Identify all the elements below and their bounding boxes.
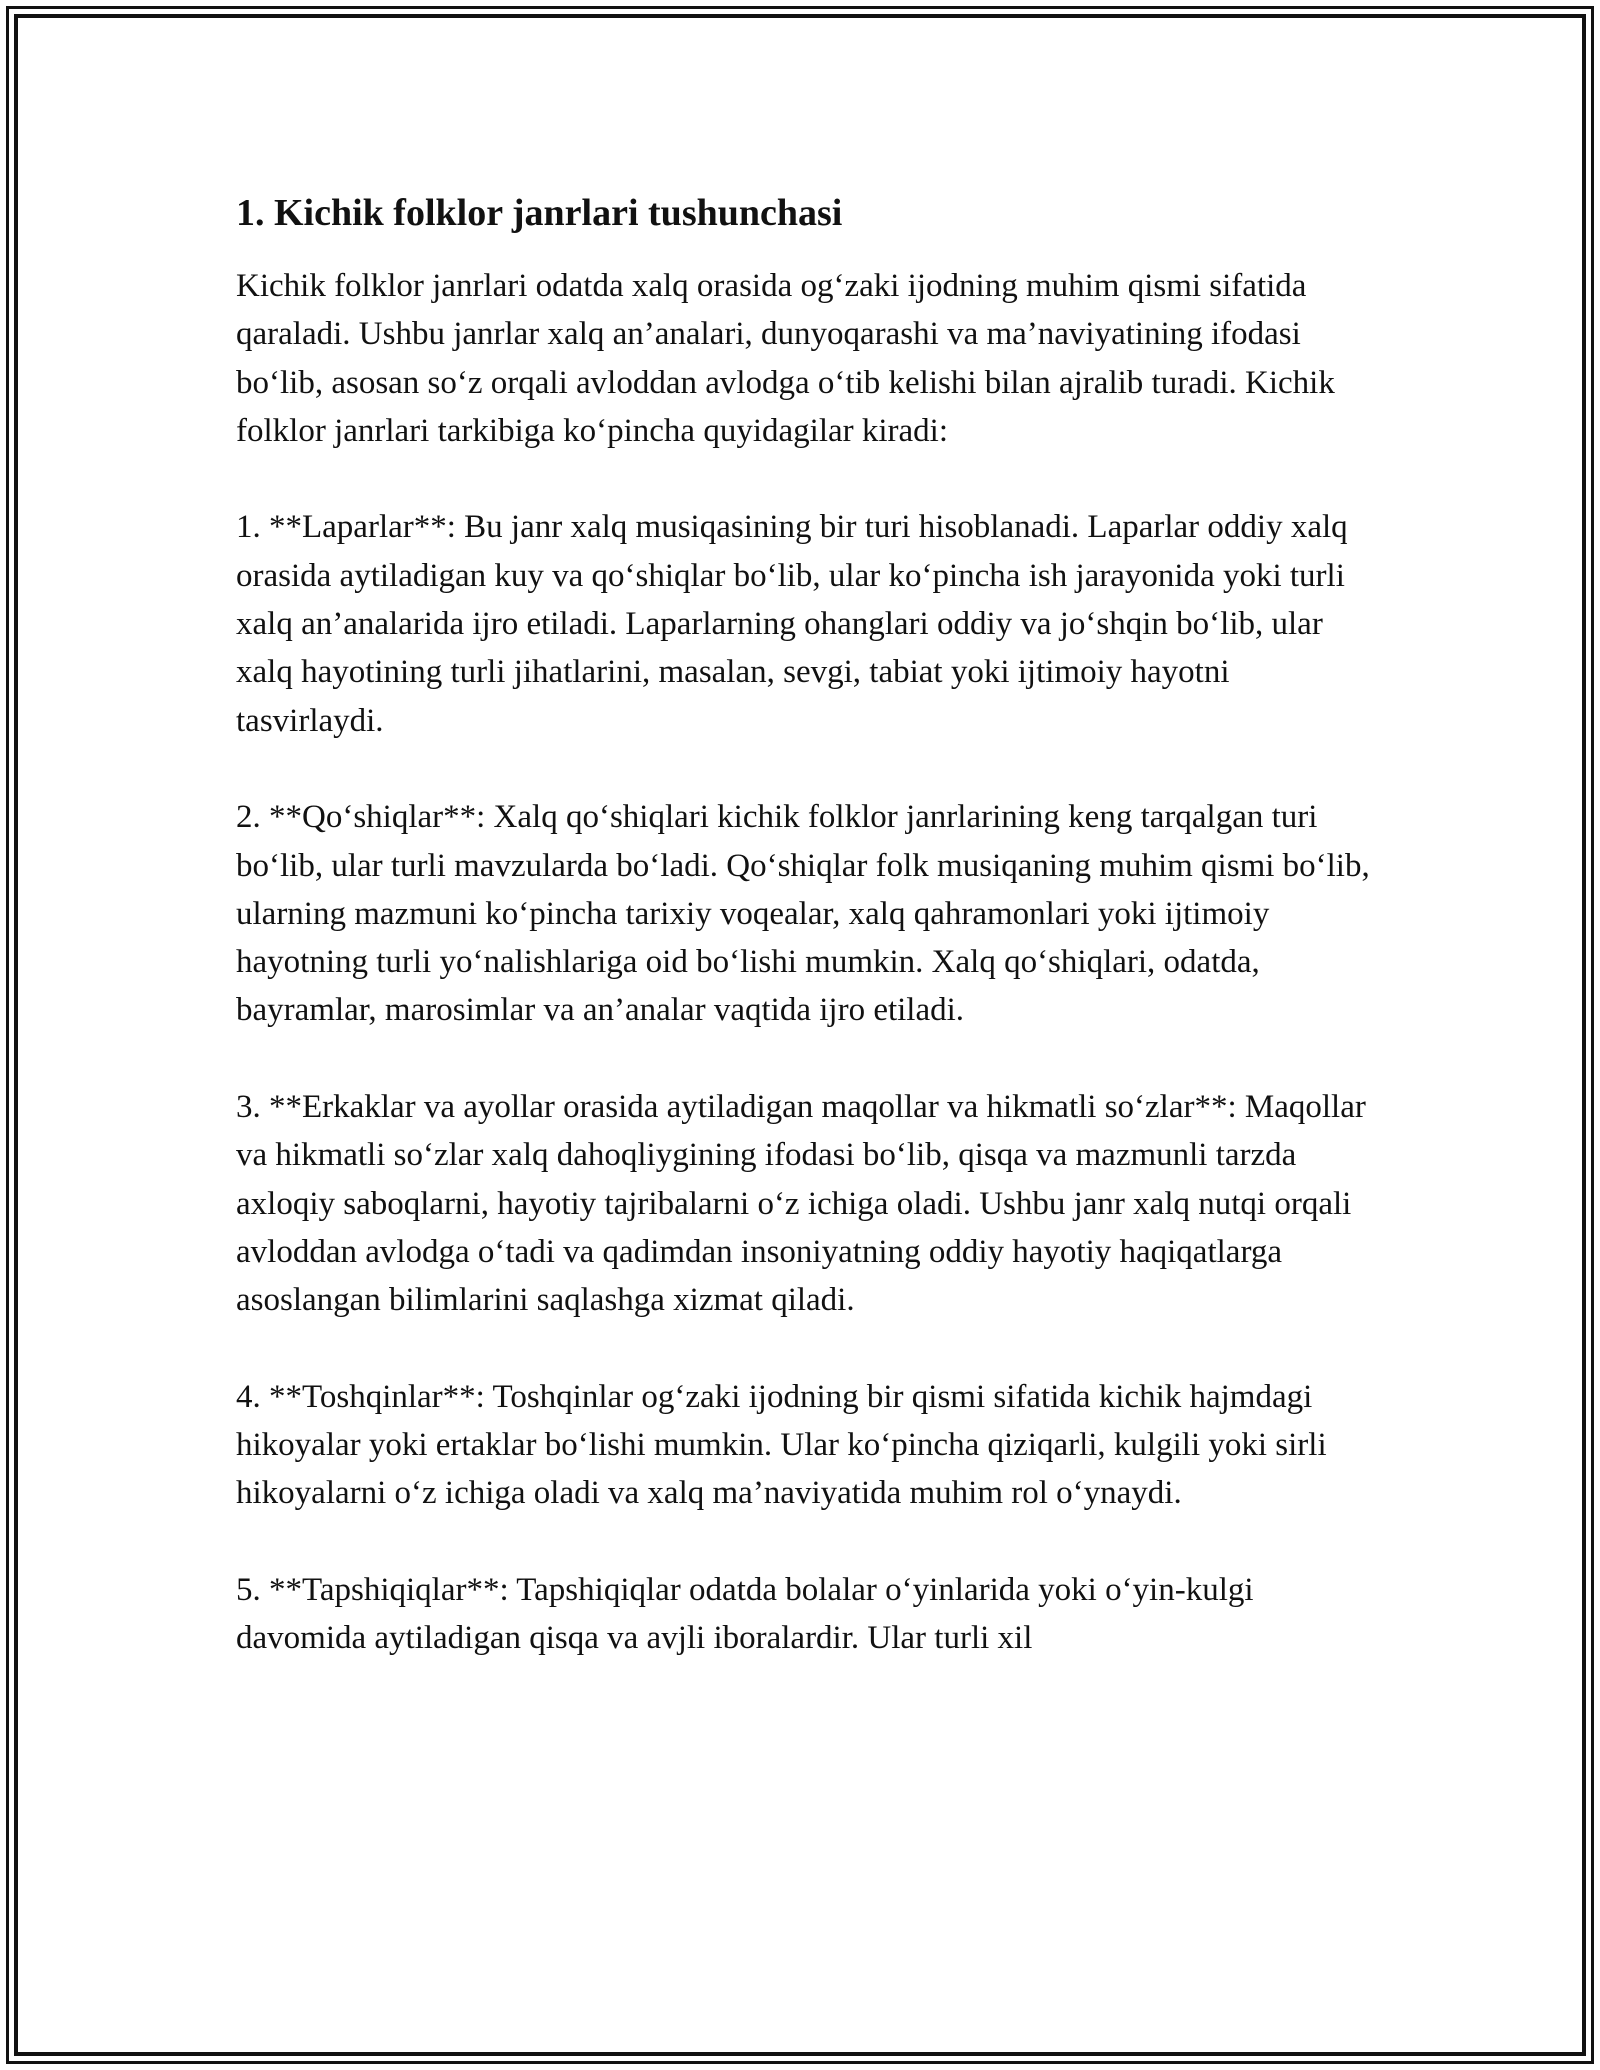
- document-body: [236, 188, 1376, 1711]
- list-item-tapshiqiqlar: 5. **Tapshiqiqlar**: Tapshiqiqlar odatda bolalar o‘yinlarida yoki o‘yin-kulgi davomida aytiladigan qisqa va avjli iboralardir. Ular turli xil: [236, 1572, 1254, 1657]
- list-item-qoshiqlar: 2. **Qo‘shiqlar**: Xalq qo‘shiqlari kichik folklor janrlarining keng tarqalgan turi bo‘lib, ular turli mavzularda bo‘ladi. Qo‘shiqlar folk musiqaning muhim qismi bo‘lib, ularning mazmuni ko‘pincha tarixiy voqealar, xalq qahramonlari yoki ijtimoiy hayotning turli yo‘nalishlariga oid bo‘lishi mumkin. Xalq qo‘shiqlari, odatda, bayramlar, marosimlar va an’analar vaqtida ijro etiladi.: [236, 799, 1370, 1029]
- list-item-maqollar: 3. **Erkaklar va ayollar orasida aytiladigan maqollar va hikmatli so‘zlar**: Maqollar va hikmatli so‘zlar xalq dahoqliygining ifodasi bo‘lib, qisqa va mazmunli tarzda axloqiy saboqlarni, hayotiy tajribalarni o‘z ichiga oladi. Ushbu janr xalq nutqi orqali avloddan avlodga o‘tadi va qadimdan insoniyatning oddiy hayotiy haqiqatlarga asoslangan bilimlarini saqlashga xizmat qiladi.: [236, 1089, 1366, 1319]
- list-item-laparlar: 1. **Laparlar**: Bu janr xalq musiqasining bir turi hisoblanadi. Laparlar oddiy xalq orasida aytiladigan kuy va qo‘shiqlar bo‘lib, ular ko‘pincha ish jarayonida yoki turli xalq an’analarida ijro etiladi. Laparlarning ohanglari oddiy va jo‘shqin bo‘lib, ular xalq hayotining turli jihatlarini, masalan, sevgi, tabiat yoki ijtimoiy hayotni tasvirlaydi.: [236, 509, 1348, 739]
- section-heading: 1. Kichik folklor janrlari tushunchasi: [236, 192, 843, 234]
- list-item-toshqinlar: 4. **Toshqinlar**: Toshqinlar og‘zaki ijodning bir qismi sifatida kichik hajmdagi hikoyalar yoki ertaklar bo‘lishi mumkin. Ular ko‘pincha qiziqarli, kulgili yoki sirli hikoyalarni o‘z ichiga oladi va xalq ma’naviyatida muhim rol o‘ynaydi.: [236, 1378, 1327, 1512]
- intro-paragraph: Kichik folklor janrlari odatda xalq orasida og‘zaki ijodning muhim qismi sifatida qaraladi. Ushbu janrlar xalq an’analari, dunyoqarashi va ma’naviyatining ifodasi bo‘lib, asosan so‘z orqali avloddan avlodga o‘tib kelishi bilan ajralib turadi. Kichik folklor janrlari tarkibiga ko‘pincha quyidagilar kiradi:: [236, 268, 1335, 449]
